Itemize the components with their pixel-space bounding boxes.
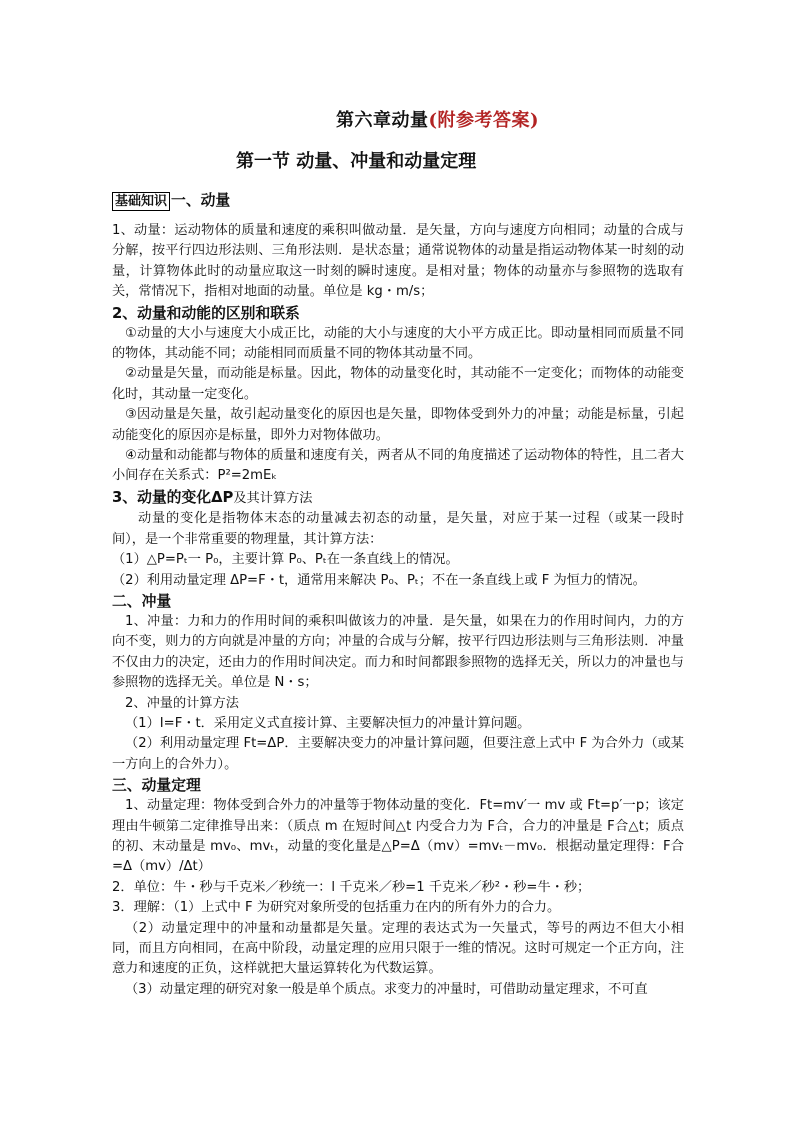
basic-knowledge-label: 基础知识 (112, 192, 170, 211)
paragraph-change-method-2: （2）利用动量定理 ΔP=F・t，通常用来解决 P₀、Pₜ；不在一条直线上或 F 为恒力的情况。 (112, 572, 646, 588)
heading-momentum-change (112, 487, 684, 509)
paragraph-theorem-definition: 1、动量定理：物体受到合外力的冲量等于物体动量的变化．Ft=mv′一 mv 或 Ft=p′一p；该定理由牛顿第二定律推导出来：（质点 m 在短时间△t 内受合力为 F合，合力的冲量是 F合△t；质点的初、末动量是 mv₀、mvₜ，动量的变化量是△P=Δ（mv）=mvₜ－mv₀．根据动量定理得：F合=Δ（mv）/Δt） (112, 798, 684, 875)
heading-momentum-change-rest: 及其计算方法 (233, 490, 313, 506)
heading-momentum (112, 190, 684, 211)
paragraph-change-definition: 动量的变化是指物体末态的动量减去初态的动量，是矢量，对应于某一过程（或某一段时间），是一个非常重要的物理量，其计算方法： (112, 511, 684, 547)
paragraph-theorem-understanding-2: （2）动量定理中的冲量和动量都是矢量。定理的表达式为一矢量式，等号的两边不但大小相同，而且方向相同，在高中阶段，动量定理的应用只限于一维的情况。这时可规定一个正方向，注意力和速度的正负，这样就把大量运算转化为代数运算。 (112, 920, 684, 977)
paragraph-theorem-unit: 2．单位：牛・秒与千克米／秒统一：l 千克米／秒=1 千克米／秒²・秒=牛・秒； (112, 879, 591, 895)
chapter-title-answer-note: (附参考答案) (428, 110, 540, 131)
document-body (112, 190, 684, 1000)
paragraph-theorem-understanding-1: 3．理解：（1）上式中 F 为研究对象所受的包括重力在内的所有外力的合力。 (112, 900, 561, 916)
paragraph-diff-4: ④动量和动能都与物体的质量和速度有关，两者从不同的角度描述了运动物体的特性，且二者大小间存在关系式：P²=2mEₖ (112, 448, 684, 484)
heading-momentum-change-bold: 3、动量的变化ΔP (112, 488, 234, 506)
heading-momentum-theorem: 三、动量定理 (112, 777, 201, 795)
paragraph-theorem-understanding-3: （3）动量定理的研究对象一般是单个质点。求变力的冲量时，可借助动量定理求，不可直 (125, 981, 648, 997)
chapter-title (336, 106, 539, 132)
chapter-title-main: 第六章动量 (336, 110, 429, 131)
paragraph-diff-1: ①动量的大小与速度大小成正比，动能的大小与速度的大小平方成正比。即动量相同而质量不同的物体，其动能不同；动能相同而质量不同的物体其动量不同。 (112, 325, 684, 362)
section-title: 第一节 动量、冲量和动量定理 (236, 151, 477, 172)
paragraph-impulse-calc-1: （1）I=F・t．采用定义式直接计算、主要解决恒力的冲量计算问题。 (125, 715, 531, 731)
heading-impulse: 二、冲量 (112, 592, 172, 610)
paragraph-diff-3: ③因动量是矢量，故引起动量变化的原因也是矢量，即物体受到外力的冲量；动能是标量，引起动能变化的原因亦是标量，即外力对物体做功。 (112, 407, 684, 443)
paragraph-impulse-calc-heading: 2、冲量的计算方法 (125, 695, 239, 711)
heading-momentum-vs-kinetic-energy: 2、动量和动能的区别和联系 (112, 304, 300, 322)
paragraph-impulse-calc-2: （2）利用动量定理 Ft=ΔP．主要解决变力的冲量计算问题，但要注意上式中 F 为合外力（或某一方向上的合外力）。 (112, 736, 684, 772)
heading-momentum-text: 一、动量 (171, 192, 231, 209)
paragraph-change-method-1: （1）△P=Pₜ一 P₀，主要计算 P₀、Pₜ在一条直线上的情况。 (112, 552, 459, 568)
paragraph-impulse-definition: 1、冲量：力和力的作用时间的乘积叫做该力的冲量．是矢量，如果在力的作用时间内，力的方向不变，则力的方向就是冲量的方向；冲量的合成与分解，按平行四边形法则与三角形法则．冲量不仅由力的决定，还由力的作用时间决定。而力和时间都跟参照物的选择无关，所以力的冲量也与参照物的选择无关。单位是 N・s； (112, 613, 684, 691)
paragraph-diff-2: ②动量是矢量，而动能是标量。因此，物体的动量变化时，其动能不一定变化；而物体的动能变化时，其动量一定变化。 (112, 366, 684, 402)
paragraph-momentum-definition: 1、动量：运动物体的质量和速度的乘积叫做动量．是矢量，方向与速度方向相同；动量的合成与分解，按平行四边形法则、三角形法则．是状态量；通常说物体的动量是指运动物体某一时刻的动量，计算物体此时的动量应取这一时刻的瞬时速度。是相对量；物体的动量亦与参照物的选取有关，常情况下，指相对地面的动量。单位是 kg・m/s； (112, 223, 684, 300)
